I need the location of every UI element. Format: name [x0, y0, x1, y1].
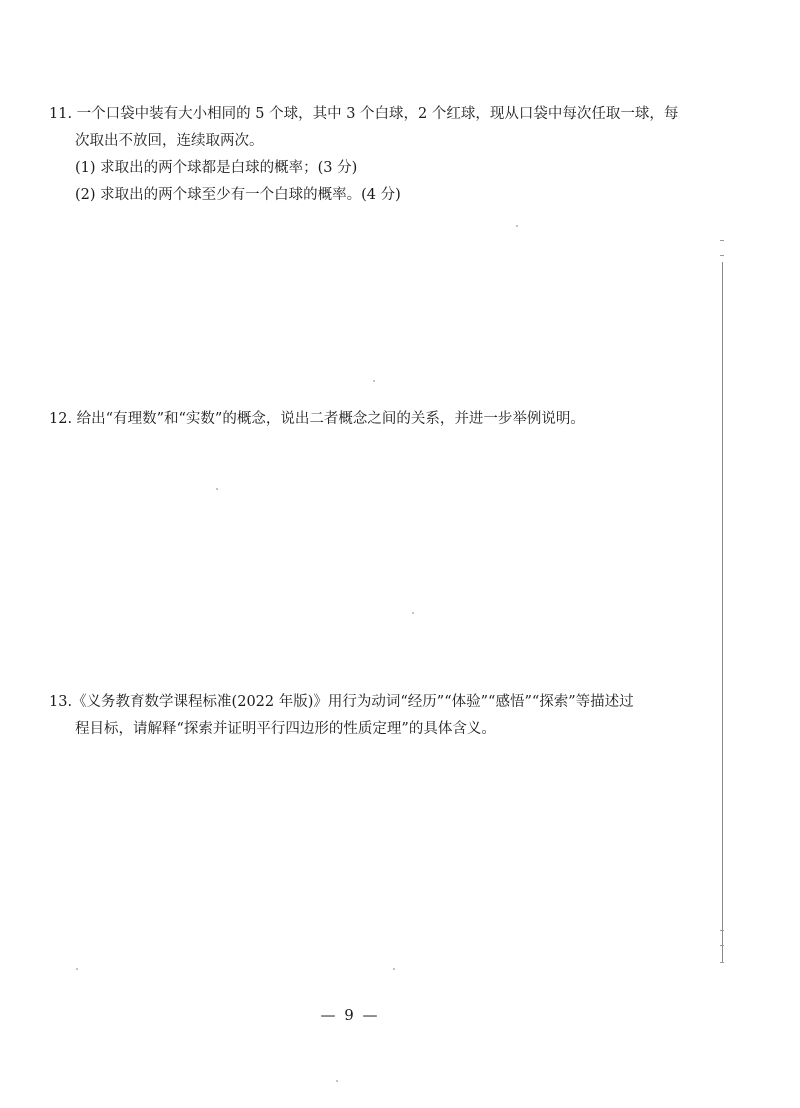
scan-speck	[373, 380, 375, 382]
question-11-part-2: (2) 求取出的两个球至少有一个白球的概率。(4 分)	[75, 187, 401, 203]
binding-margin-line	[722, 262, 723, 962]
scan-speck	[516, 225, 518, 227]
question-11-part-1: (1) 求取出的两个球都是白球的概率；(3 分)	[75, 160, 358, 176]
question-11-line-2: 次取出不放回，连续取两次。	[75, 133, 264, 149]
margin-tick	[720, 240, 724, 241]
margin-tick	[720, 945, 724, 946]
page-number: — 9 —	[320, 1006, 380, 1024]
margin-tick	[720, 930, 724, 931]
question-11-number: 11.	[49, 106, 73, 122]
question-12	[49, 406, 669, 433]
scan-speck	[76, 968, 78, 970]
margin-tick	[720, 962, 724, 963]
scan-speck	[412, 612, 414, 614]
question-12-line-1: 12. 给出“有理数”和“实数”的概念，说出二者概念之间的关系，并进一步举例说明。	[49, 406, 669, 433]
question-13	[49, 689, 669, 743]
question-13-line-1: 13.《义务教育数学课程标准(2022 年版)》用行为动词“经历”“体验”“感悟”“探索”等描述过	[49, 689, 669, 716]
scan-speck	[216, 488, 218, 490]
scan-speck	[336, 1080, 338, 1082]
question-11	[49, 101, 679, 209]
question-11-line-1: 11. 一个口袋中装有大小相同的 5 个球，其中 3 个白球，2 个红球，现从口袋中每次任取一球，每	[49, 101, 669, 128]
question-12-number: 12.	[49, 411, 73, 427]
question-13-number: 13.	[49, 694, 73, 710]
scan-speck	[393, 968, 395, 970]
margin-tick	[720, 255, 724, 256]
question-13-line-2: 程目标，请解释“探索并证明平行四边形的性质定理”的具体含义。	[75, 721, 496, 737]
